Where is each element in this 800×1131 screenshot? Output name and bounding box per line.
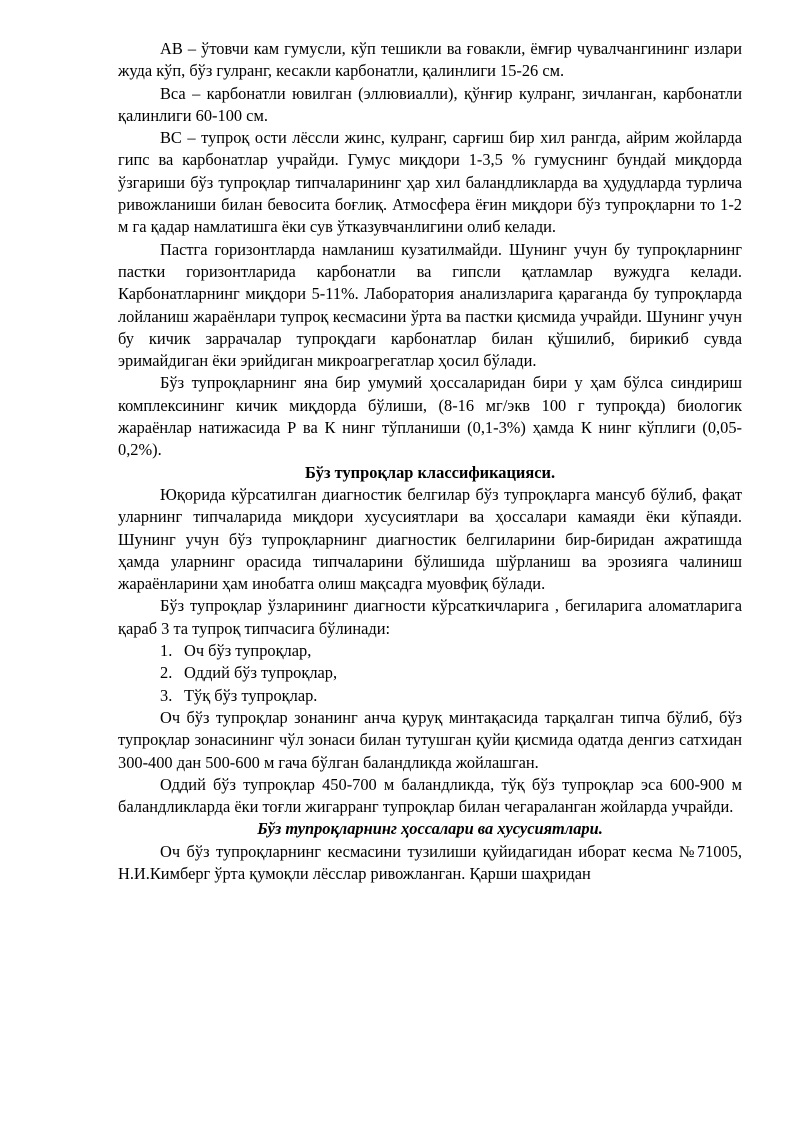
list-item-number: 3. [160, 685, 173, 705]
paragraph-general-properties: Бўз тупроқларнинг яна бир умумий ҳоссаларидан бири у ҳам бўлса синдириш комплексининг кичик миқдорда бўлиши, (8-16 мг/экв 100 г тупроқда) биологик жараёнлар натижасида Р ва К нинг тўпланиши (0,1-3%) ҳамда К нинг кўплиги (0,05-0,2%). [118, 373, 742, 460]
list-item-number: 1. [160, 641, 173, 661]
list-item-number: 2. [160, 663, 173, 683]
section-heading-properties: Бўз тупроқларнинг ҳоссалари ва хусусиятлари. [257, 819, 603, 839]
subtype-list [118, 640, 742, 707]
paragraph-diagnostic-features: Юқорида кўрсатилган диагностик белгилар бўз тупроқларга мансуб бўлиб, фақат уларнинг типчаларида миқдори хусусиятлари ва ҳоссалари камаяди ёки кўпаяди. Шунинг учун бўз тупроқларнинг диагностик белгиларини бир-биридан ажратишда ҳамда уларнинг орасида типчаларини бўлишида шўрланиш ва эрозияга чалиниш жараёнларини ҳам инобатга олиш мақсадга муовфиқ бўлади. [118, 484, 742, 594]
paragraph-light-serozem: Оч бўз тупроқлар зонанинг анча қуруқ минтақасида тарқалган типча бўлиб, бўз тупроқлар зонасининг чўл зонаси билан тутушган қуйи қисмида одатда денгиз сатхидан 300-400 дан 500-600 м гача бўлган баландликда жойлашган. [118, 707, 742, 772]
list-item-text: Оддий бўз тупроқлар, [184, 663, 338, 683]
list-item [118, 685, 742, 707]
section-heading-classification: Бўз тупроқлар классификацияси. [304, 462, 556, 482]
paragraph-lower-horizons: Пастга горизонтларда намланиш кузатилмайди. Шунинг учун бу тупроқларнинг пастки горизонтларида карбонатли ва гипсли қатламлар вужудга келади. Карбонатларнинг миқдори 5-11%. Лаборатория анализларига қараганда бу тупроқларда лойланиш жараёнлари тупроқ кесмасини ўрта ва пастки қисмида учрайди. Шунинг учун бу кичик заррачалар тупроқдаги карбонатлар билан қўшилиб, бирикиб сувда эримайдиган ёки эрийдиган микроагрегатлар ҳосил бўлади. [118, 239, 742, 371]
list-item [118, 640, 742, 662]
paragraph-horizon-ab: АВ – ўтовчи кам гумусли, кўп тешикли ва ғовакли, ёмғир чувалчангининг излари жуда кўп, бўз гулранг, кесакли карбонатли, қалинлиги 15-26 см. [118, 39, 742, 81]
list-item-text: Оч бўз тупроқлар, [184, 641, 312, 661]
paragraph-subtypes-intro: Бўз тупроқлар ўзларининг диагности кўрсаткичларига , бегиларига аломатларига қараб 3 та тупроқ типчасига бўлинади: [118, 596, 742, 638]
paragraph-profile-structure: Оч бўз тупроқларнинг кесмасини тузилиши қуйидагидан иборат кесма №71005, Н.И.Кимберг ўрта қумоқли лёсслар ривожланган. Қарши шаҳридан [118, 841, 742, 883]
paragraph-horizon-bc: ВС – тупроқ ости лёссли жинс, кулранг, сарғиш бир хил рангда, айрим жойларда гипс ва карбонатлар учрайди. Гумус миқдори 1-3,5 % гумуснинг бундай миқдорда ўзгариши бўз тупроқлар типчаларининг ҳар хил баландликларда ва ҳудудларда турлича ривожланиши билан бевосита боғлиқ. Атмосфера ёғин миқдори бўз тупроқларни то 1-2 м га қадар намлатишга ёки сув ўтказувчанлигини олиб келади. [118, 128, 742, 237]
paragraph-typical-dark-serozem: Оддий бўз тупроқлар 450-700 м баландликда, тўқ бўз тупроқлар эса 600-900 м баландликларда ёки тоғли жигарранг тупроқлар билан чегараланган жойларда учрайди. [118, 774, 742, 817]
list-item-text: Тўқ бўз тупроқлар. [184, 685, 318, 705]
list-item [118, 662, 742, 684]
paragraph-horizon-bca: Вса – карбонатли ювилган (эллювиалли), қўнғир кулранг, зичланган, карбонатли қалинлиги 60-100 см. [118, 83, 742, 125]
